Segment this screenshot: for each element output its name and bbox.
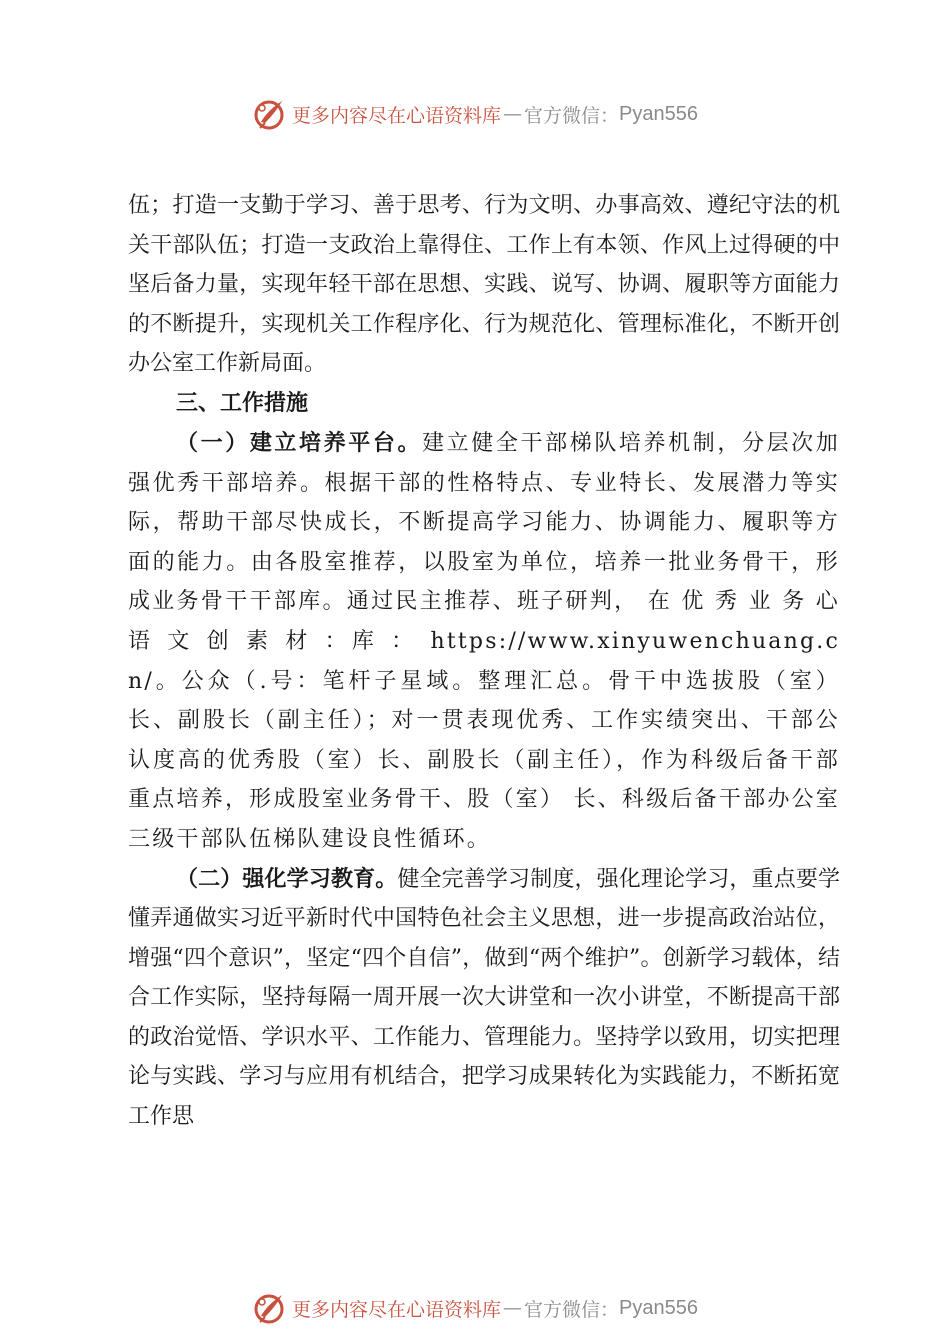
watermark-label: 更多内容尽在心语资料库 — [292, 104, 502, 127]
wechat-label: 官方微信： — [524, 1298, 620, 1321]
paragraph-platform — [128, 424, 840, 860]
paragraph-study-text: 健全完善学习制度，强化理论学习，重点要学懂弄通做实习近平新时代中国特色社会主义思想，进一步提高政治站位，增强“四个意识”，坚定“四个自信”，做到“两个维护”。创新学习载体，结合工作实际，坚持每隔一周开展一次大讲堂和一次小讲堂，不断提高干部的政治觉悟、学识水平、工作能力、管理能力。坚持学以致用，切实把理论与实践、学习与应用有机结合，把学习成果转化为实践能力，不断拓宽工作思 — [128, 866, 840, 1130]
watermark-separator: — — [503, 1297, 523, 1319]
quill-logo-icon — [252, 1290, 288, 1326]
quill-logo-icon — [252, 96, 288, 132]
paragraph-platform-text: 建立健全干部梯队培养机制，分层次加强优秀干部培养。根据干部的性格特点、专业特长、发展潜力等实际，帮助干部尽快成长，不断提高学习能力、协调能力、履职等方面的能力。由各股室推荐，以股室为单位，培养一批业务骨干，形成业务骨干干部库。通过民主推荐、班子研判， 在 优 秀 业 务 心 语 文 创 素 材 ：库 ： https://www.xinyuwenchuang.cn/。公众（.号：笔杆子星域。整理汇总。骨干中选拔股（室）长、副股长（副主任）；对一贯表现优秀、工作实绩突出、干部公认度高的优秀股（室）长、副股长（副主任），作为科级后备干部重点培养，形成股室业务骨干、股（室） 长、科级后备干部办公室三级干部队伍梯队建设良性循环。 — [128, 430, 840, 852]
document-body — [128, 186, 840, 1137]
paragraph-study-lead: （二）强化学习教育。 — [176, 865, 398, 892]
paragraph-continued: 伍；打造一支勤于学习、善于思考、行为文明、办事高效、遵纪守法的机关干部队伍；打造一支政治上靠得住、工作上有本领、作风上过得硬的中坚后备力量，实现年轻干部在思想、实践、说写、协调、履职等方面能力的不断提升，实现机关工作程序化、行为规范化、管理标准化，不断开创办公室工作新局面。 — [128, 193, 840, 377]
watermark-label: 更多内容尽在心语资料库 — [292, 1298, 502, 1321]
watermark-separator: — — [503, 103, 523, 125]
paragraph-study — [128, 860, 840, 1137]
paragraph-platform-lead: （一）建立培养平台。 — [176, 429, 423, 456]
header-watermark — [0, 92, 950, 136]
wechat-id: Pyan556 — [619, 102, 698, 125]
wechat-label: 官方微信： — [524, 104, 620, 127]
footer-watermark — [0, 1286, 950, 1330]
wechat-id: Pyan556 — [619, 1296, 698, 1319]
section-heading: 三、工作措施 — [176, 390, 309, 416]
